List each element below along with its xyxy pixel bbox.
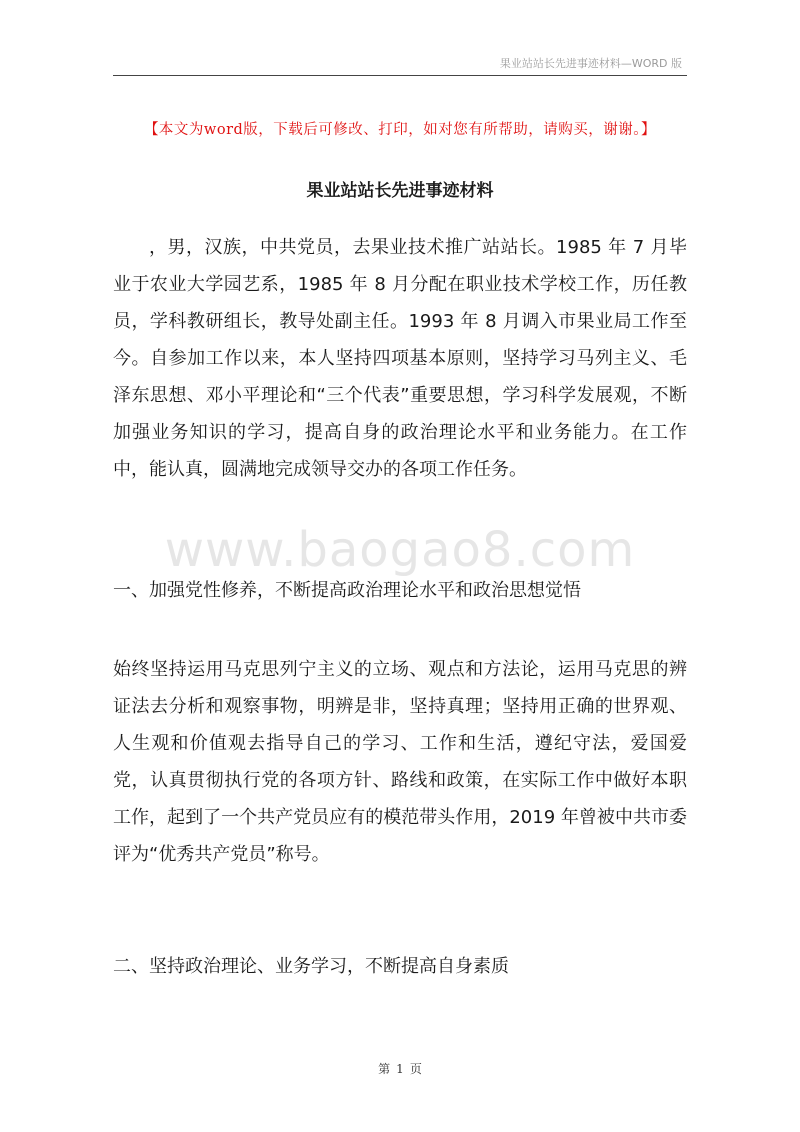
intro-paragraph: ，男，汉族，中共党员，去果业技术推广站站长。1985 年 7 月毕业于农业大学园艺系，1985 年 8 月分配在职业技术学校工作，历任教员，学科教研组长，教导处副主任。1993 年 8 月调入市果业局工作至今。自参加工作以来，本人坚持四项基本原则，坚持学习马列主义、毛泽东思想、邓小平理论和“三个代表”重要思想，学习科学发展观，不断加强业务知识的学习，提高自身的政治理论水平和业务能力。在工作中，能认真，圆满地完成领导交办的各项工作任务。 — [113, 237, 687, 480]
header-divider — [113, 75, 687, 76]
section-heading-2: 二、坚持政治理论、业务学习，不断提高自身素质 — [113, 956, 509, 977]
watermark: www.baogao8.com — [164, 522, 636, 578]
section-1-paragraph: 始终坚持运用马克思列宁主义的立场、观点和方法论，运用马克思的辨证法去分析和观察事物，明辨是非，坚持真理；坚持用正确的世界观、人生观和价值观去指导自己的学习、工作和生活，遵纪守法，爱国爱党，认真贯彻执行党的各项方针、路线和政策，在实际工作中做好本职工作，起到了一个共产党员应有的模范带头作用，2019 年曾被中共市委评为“优秀共产党员”称号。 — [113, 659, 687, 865]
page-footer — [0, 1060, 800, 1077]
footer-prefix: 第 — [378, 1062, 391, 1076]
page-number: 1 — [396, 1062, 404, 1076]
running-header: 果业站站长先进事迹材料—WORD 版 — [499, 57, 682, 70]
footer-suffix: 页 — [409, 1062, 422, 1076]
purchase-notice: 【本文为word版，下载后可修改、打印，如对您有所帮助，请购买，谢谢。】 — [143, 122, 657, 138]
document-title: 果业站站长先进事迹材料 — [306, 181, 494, 201]
section-heading-1: 一、加强党性修养，不断提高政治理论水平和政治思想觉悟 — [113, 580, 581, 601]
